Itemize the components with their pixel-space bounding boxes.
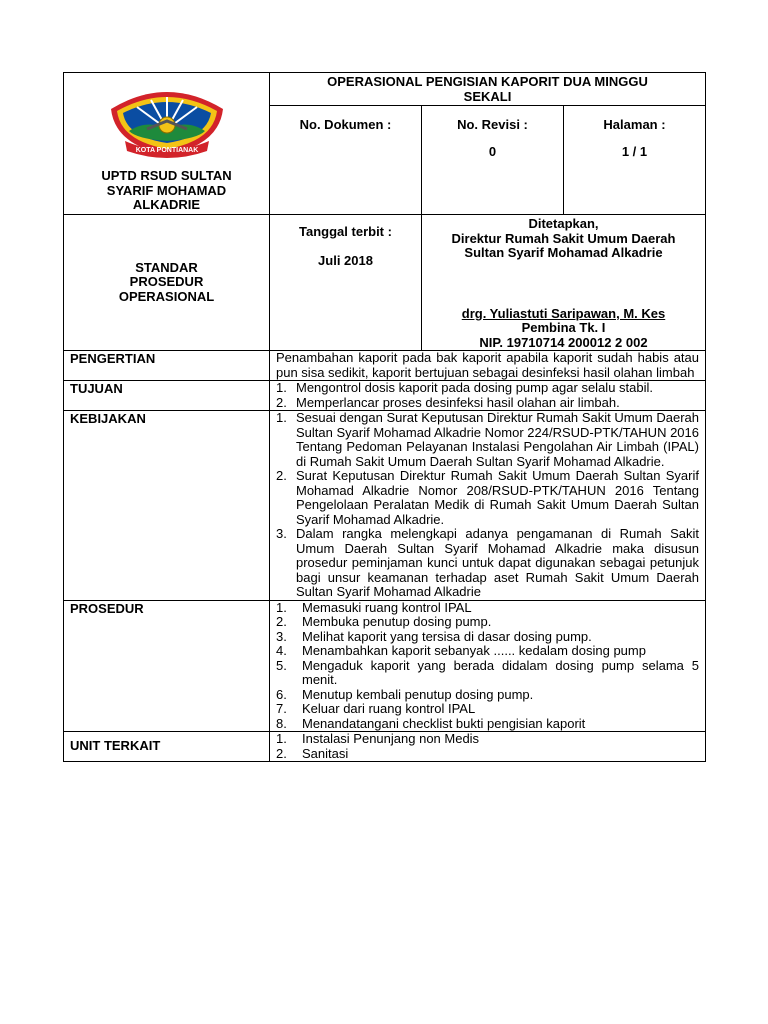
item-number: 1.	[276, 380, 287, 395]
item-text: Dalam rangka melengkapi adanya pengamanan di Rumah Sakit Umum Daerah Sultan Syarif Mohamad Alkadrie maka disusun prosedur peminjaman kunci untuk dapat digunakan sebagai petunjuk bagi unsur keamanan terhadap aset Rumah Sakit Umum Daerah Sultan Syarif Mohamad Alkadrie	[296, 526, 699, 599]
list-item	[276, 601, 699, 616]
list-item	[276, 527, 699, 600]
director-title-2: Sultan Syarif Mohamad Alkadrie	[464, 245, 663, 260]
document-title	[270, 73, 706, 106]
revision-cell	[422, 106, 564, 215]
organization-name	[64, 169, 269, 213]
list-item	[276, 732, 699, 747]
signer-rank: Pembina Tk. I	[521, 320, 606, 335]
issue-date-label: Tanggal terbit :	[299, 224, 392, 239]
item-number: 2.	[276, 394, 287, 410]
pengertian-text: Penambahan kaporit pada bak kaporit apabila kaporit sudah habis atau pun sisa sedikit, kaporit bertujuan sebagai desinfeksi hasil olahan limbah	[270, 351, 706, 381]
page-label: Halaman :	[603, 117, 666, 132]
doc-number-cell	[270, 106, 422, 215]
issue-date-cell	[270, 215, 422, 351]
item-text: Surat Keputusan Direktur Rumah Sakit Umum Daerah Sultan Syarif Mohamad Alkadrie Nomor 208/RSUD-PTK/TAHUN 2016 Tentang Pengelolaan Peralatan Medik di Rumah Sakit Umum Daerah Sultan Syarif Mohamad Alkadrie.	[296, 468, 699, 527]
tujuan-list	[270, 381, 706, 411]
director-title-1: Direktur Rumah Sakit Umum Daerah	[451, 230, 676, 246]
spo-label-cell	[64, 215, 270, 351]
organization-cell	[64, 73, 270, 215]
prosedur-label: PROSEDUR	[64, 600, 270, 732]
list-item	[276, 747, 699, 762]
kota-pontianak-logo	[107, 85, 227, 161]
set-by-label: Ditetapkan,	[528, 216, 599, 231]
logo-ribbon-text: KOTA PONTIANAK	[135, 147, 198, 154]
title-line-1: OPERASIONAL PENGISIAN KAPORIT DUA MINGGU	[327, 74, 648, 89]
item-text: Menandatangani checklist bukti pengisian kaporit	[302, 715, 586, 731]
spo-line-3: OPERASIONAL	[118, 288, 215, 304]
list-item	[276, 469, 699, 527]
item-number: 1.	[276, 599, 287, 615]
item-text: Melihat kaporit yang tersisa di dasar dosing pump.	[302, 628, 592, 644]
item-number: 2.	[276, 614, 287, 629]
org-line-2: SYARIF MOHAMAD	[106, 182, 227, 198]
list-item	[276, 615, 699, 630]
list-item	[276, 381, 699, 396]
page-value: 1 / 1	[621, 143, 648, 159]
item-text: Mengontrol dosis kaporit pada dosing pump agar selalu stabil.	[296, 380, 653, 395]
list-item	[276, 717, 699, 732]
item-text: Sesuai dengan Surat Keputusan Direktur Rumah Sakit Umum Daerah Sultan Syarif Mohamad Alkadrie Nomor 224/RSUD-PTK/TAHUN 2016 Tentang Pedoman Pelayanan Instalasi Pengolahan Air Limbah (IPAL) di Rumah Sakit Umum Daerah Sultan Syarif Mohamad Alkadrie.	[296, 410, 699, 469]
spo-line-1: STANDAR	[135, 259, 198, 275]
spo-line-2: PROSEDUR	[129, 274, 204, 290]
item-text: Menutup kembali penutup dosing pump.	[302, 686, 534, 702]
item-number: 2.	[276, 745, 287, 761]
item-number: 7.	[276, 701, 287, 716]
kebijakan-list	[270, 411, 706, 601]
item-number: 8.	[276, 715, 287, 731]
item-number: 1.	[276, 410, 287, 425]
issue-date-value: Juli 2018	[318, 252, 373, 268]
revision-value: 0	[488, 143, 497, 159]
item-text: Memperlancar proses desinfeksi hasil olahan air limbah.	[296, 394, 620, 410]
item-text: Mengaduk kaporit yang berada didalam dosing pump selama 5 menit.	[302, 657, 699, 687]
org-line-1: UPTD RSUD SULTAN	[101, 168, 232, 183]
list-item	[276, 630, 699, 645]
item-text: Keluar dari ruang kontrol IPAL	[302, 701, 476, 716]
pengertian-label: PENGERTIAN	[64, 351, 270, 381]
item-text: Menambahkan kaporit sebanyak ...... kedalam dosing pump	[302, 643, 646, 658]
item-number: 3.	[276, 526, 287, 541]
item-number: 5.	[276, 657, 287, 673]
kebijakan-label: KEBIJAKAN	[64, 411, 270, 601]
list-item	[276, 702, 699, 717]
revision-label: No. Revisi :	[457, 117, 528, 132]
item-number: 1.	[276, 731, 287, 746]
list-item	[276, 644, 699, 659]
item-text: Instalasi Penunjang non Medis	[302, 731, 480, 746]
item-text: Sanitasi	[302, 745, 349, 761]
page-cell	[564, 106, 706, 215]
item-text: Memasuki ruang kontrol IPAL	[302, 599, 472, 615]
item-number: 3.	[276, 628, 287, 644]
list-item	[276, 659, 699, 688]
org-line-3: ALKADRIE	[132, 197, 201, 212]
sop-table	[63, 72, 706, 762]
signature-space	[422, 261, 705, 307]
approval-cell	[422, 215, 706, 351]
list-item	[276, 688, 699, 703]
list-item	[276, 411, 699, 469]
item-number: 4.	[276, 643, 287, 658]
tujuan-label: TUJUAN	[64, 381, 270, 411]
item-number: 2.	[276, 468, 287, 483]
signer-name: drg. Yuliastuti Saripawan, M. Kes	[461, 305, 666, 321]
doc-number-label: No. Dokumen :	[299, 117, 392, 132]
signer-nip: NIP. 19710714 200012 2 002	[479, 334, 648, 350]
unit-terkait-label: UNIT TERKAIT	[64, 732, 270, 762]
item-number: 6.	[276, 686, 287, 702]
item-text: Membuka penutup dosing pump.	[302, 614, 492, 629]
unit-terkait-list	[270, 732, 706, 762]
prosedur-list	[270, 600, 706, 732]
title-line-2: SEKALI	[463, 88, 512, 104]
list-item	[276, 396, 699, 411]
